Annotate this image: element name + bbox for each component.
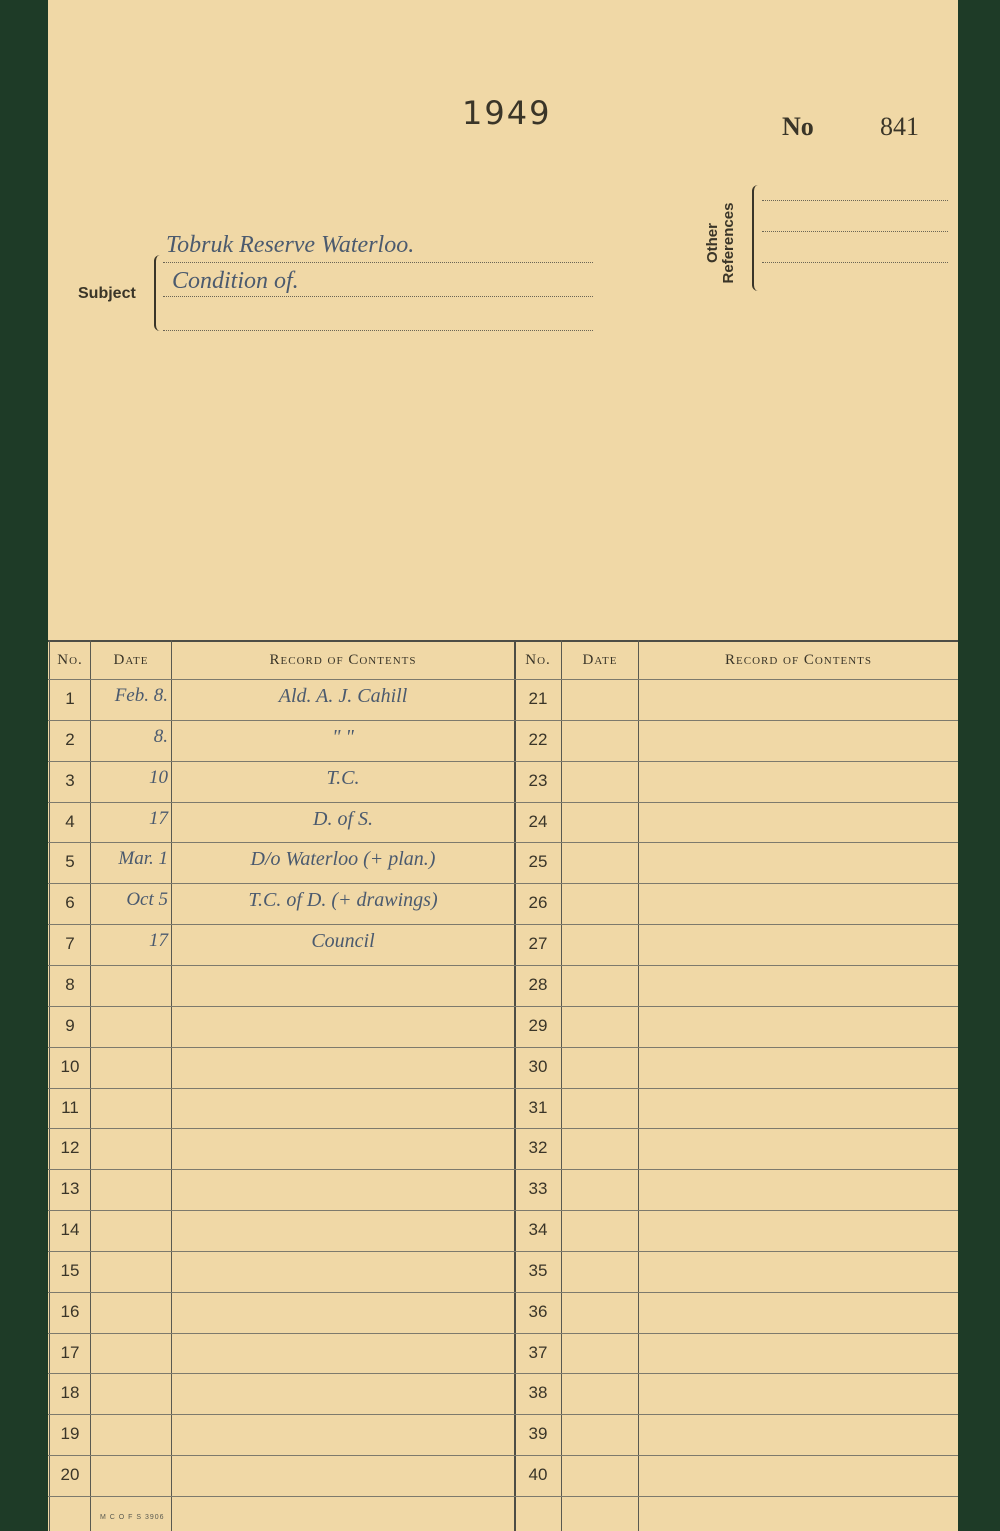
row-divider: [48, 1333, 958, 1334]
row-date-left: 10: [149, 766, 168, 788]
row-number-right: 39: [528, 1424, 548, 1444]
row-number-left: 2: [65, 729, 75, 749]
row-number-right: 32: [528, 1138, 548, 1158]
row-number-left: 4: [65, 811, 75, 831]
row-divider: [48, 1047, 958, 1048]
header-no-right: No.: [525, 652, 551, 668]
other-references-label: [705, 188, 737, 298]
row-number-right: 37: [528, 1342, 548, 1362]
row-number-left: 9: [65, 1015, 75, 1035]
row-divider: [48, 1169, 958, 1170]
row-number-right: 24: [528, 811, 548, 831]
row-number-left: 12: [60, 1138, 80, 1158]
row-divider: [48, 1455, 958, 1456]
row-number-left: 20: [60, 1465, 80, 1485]
print-code: M C O F S 3906: [100, 1514, 165, 1521]
header-date-left: Date: [113, 652, 149, 668]
subject-line-3: [163, 330, 593, 331]
record-table: [48, 640, 958, 1531]
row-number-right: 25: [528, 852, 548, 872]
row-number-right: 30: [528, 1056, 548, 1076]
row-number-right: 35: [528, 1260, 548, 1280]
row-divider: [48, 1088, 958, 1089]
binding-spine-right: [956, 0, 1000, 1531]
row-number-left: 14: [60, 1220, 80, 1240]
other-reference-line-3: [762, 262, 948, 263]
col-divider-center: [514, 640, 516, 1531]
row-date-left: 8.: [153, 725, 168, 747]
row-divider: [48, 883, 958, 884]
row-number-right: 28: [528, 974, 548, 994]
row-number-left: 8: [65, 974, 75, 994]
row-number-left: 13: [60, 1179, 80, 1199]
table-top-border: [48, 640, 958, 642]
file-number-value: 841: [880, 112, 919, 141]
row-record-left: D/o Waterloo (+ plan.): [250, 848, 436, 871]
row-number-left: 15: [60, 1260, 80, 1280]
row-number-right: 33: [528, 1179, 548, 1199]
row-number-left: 16: [60, 1301, 80, 1321]
row-divider: [48, 1210, 958, 1211]
row-divider: [48, 965, 958, 966]
row-divider: [48, 761, 958, 762]
row-divider: [48, 1128, 958, 1129]
binding-spine-left: [0, 0, 50, 1531]
subject-brace: [154, 255, 164, 331]
row-divider: [48, 1251, 958, 1252]
header-record-right: Record of Contents: [725, 652, 872, 668]
row-number-right: 21: [528, 689, 548, 708]
header-record-left: Record of Contents: [269, 652, 417, 668]
col-divider: [638, 640, 639, 1531]
row-number-right: 29: [528, 1015, 548, 1035]
row-number-right: 26: [528, 893, 548, 913]
row-number-right: 23: [528, 770, 548, 790]
row-date-left: 17: [149, 807, 168, 829]
row-number-right: 27: [528, 934, 548, 954]
other-references-brace: [752, 185, 762, 291]
subject-text-line-2: Condition of.: [172, 268, 299, 294]
row-number-right: 38: [528, 1383, 548, 1403]
row-divider: [48, 720, 958, 721]
row-number-left: 1: [65, 689, 75, 708]
row-number-left: 6: [65, 893, 75, 913]
file-number-label: No: [782, 112, 814, 141]
col-divider: [561, 640, 562, 1531]
row-number-right: 40: [528, 1465, 548, 1485]
row-number-right: 31: [528, 1097, 548, 1117]
row-divider: [48, 1292, 958, 1293]
row-number-left: 11: [61, 1097, 79, 1117]
header-no-left: No.: [57, 652, 83, 668]
other-reference-line-1: [762, 200, 948, 201]
subject-line-2: [163, 296, 593, 297]
row-record-left: T.C. of D. (+ drawings): [248, 889, 438, 912]
header-date-right: Date: [582, 652, 618, 668]
row-date-left: Oct 5: [126, 889, 168, 911]
subject-label: Subject: [78, 285, 136, 302]
row-record-left: Ald. A. J. Cahill: [278, 685, 408, 707]
row-divider: [48, 1496, 958, 1497]
row-divider: [48, 1373, 958, 1374]
row-date-left: Feb. 8.: [114, 685, 168, 706]
row-divider: [48, 924, 958, 925]
other-reference-line-2: [762, 231, 948, 232]
row-record-left: D. of S.: [313, 807, 373, 830]
header-row-divider: [48, 679, 958, 680]
row-divider: [48, 842, 958, 843]
row-number-left: 10: [60, 1056, 80, 1076]
row-number-right: 34: [528, 1220, 548, 1240]
row-number-left: 17: [60, 1342, 80, 1362]
row-number-left: 3: [65, 770, 75, 790]
subject-line-1: [163, 262, 593, 263]
row-number-left: 5: [65, 852, 75, 872]
other-references-label-line1: Other: [704, 223, 721, 264]
other-references-label-line2: References: [720, 202, 737, 284]
col-divider: [90, 640, 91, 1531]
row-date-left: 17: [149, 930, 168, 952]
row-date-left: Mar. 1: [118, 848, 168, 870]
row-divider: [48, 1006, 958, 1007]
row-number-left: 18: [60, 1383, 80, 1403]
subject-text-line-1: Tobruk Reserve Waterloo.: [166, 232, 415, 258]
row-record-left: " ": [332, 725, 354, 748]
row-record-left: Council: [311, 930, 375, 953]
row-number-left: 7: [65, 934, 75, 954]
row-divider: [48, 802, 958, 803]
row-number-left: 19: [60, 1424, 80, 1444]
col-divider: [171, 640, 172, 1531]
row-divider: [48, 1414, 958, 1415]
row-record-left: T.C.: [326, 766, 360, 789]
row-number-right: 36: [528, 1301, 548, 1321]
year-label: 1949: [462, 94, 552, 132]
row-number-right: 22: [528, 729, 548, 749]
